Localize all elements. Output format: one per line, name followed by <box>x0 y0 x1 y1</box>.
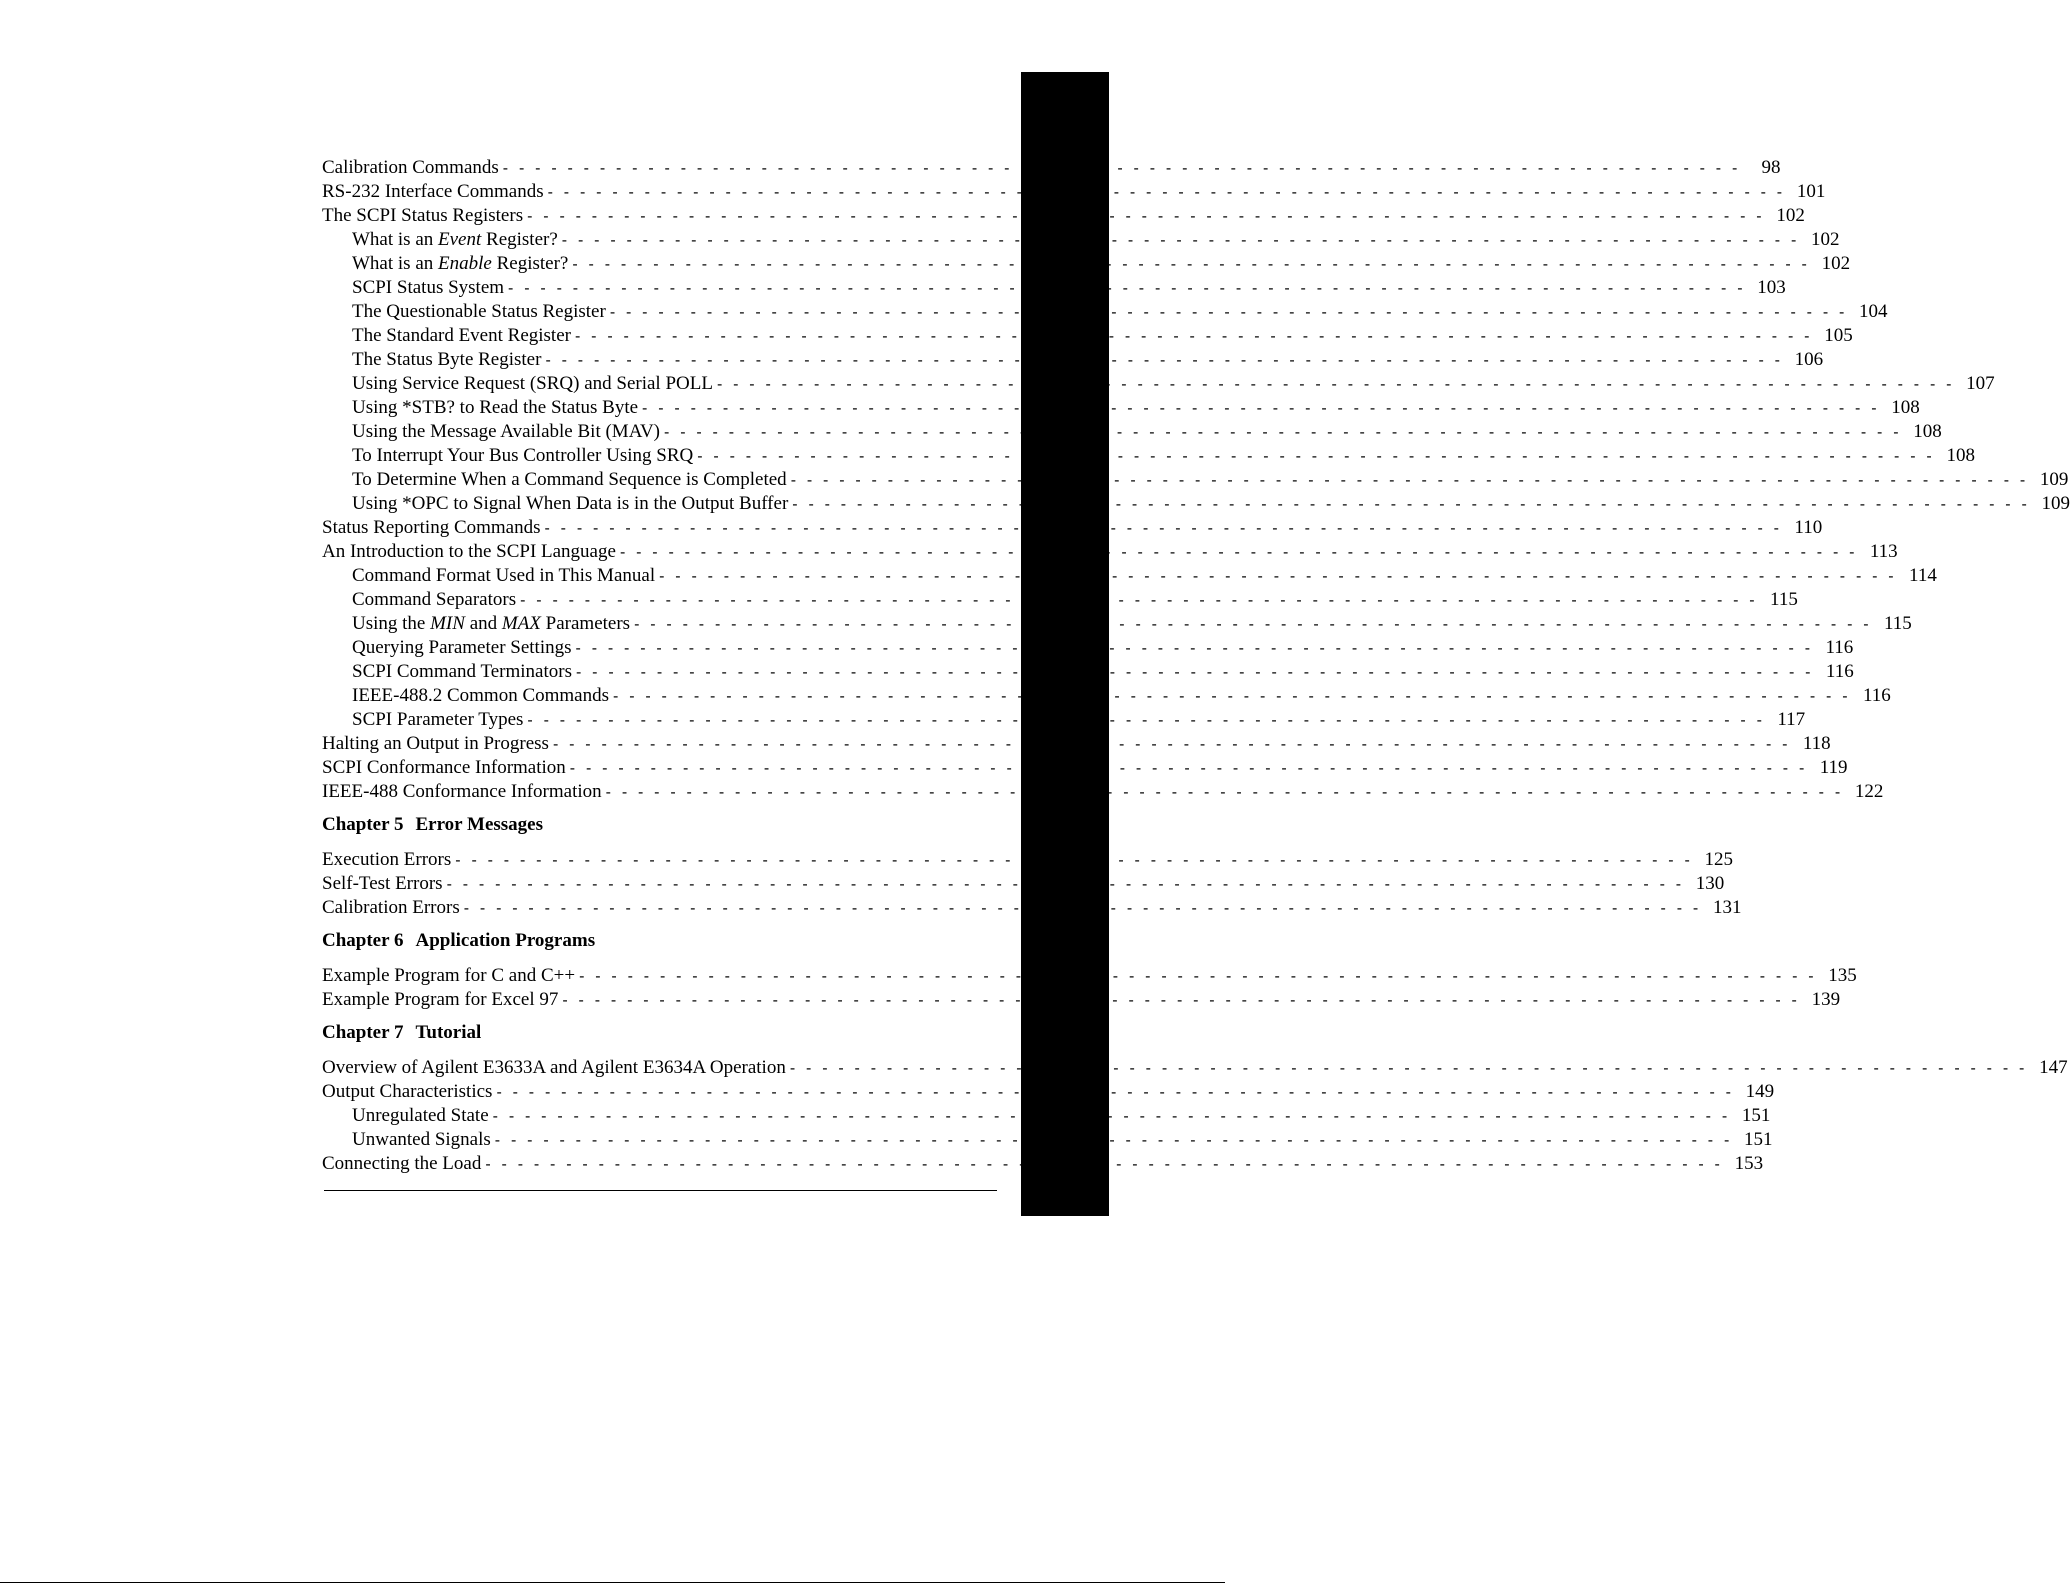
toc-entry[interactable] <box>322 732 1831 756</box>
toc-entry-title-part: Parameters <box>540 613 631 634</box>
toc-entry-title: Command Format Used in This Manual <box>352 565 656 586</box>
toc-page-number: 116 <box>1862 685 1891 706</box>
toc-entry[interactable] <box>322 684 1891 708</box>
toc-page-number: 110 <box>1794 517 1823 538</box>
toc-entry-title: The Standard Event Register <box>352 325 571 346</box>
toc-entry-title: SCPI Command Terminators <box>352 661 572 682</box>
chapter-title: Tutorial <box>415 1022 482 1043</box>
toc-page-number: 131 <box>1712 897 1742 918</box>
table-of-contents <box>322 156 2070 1176</box>
toc-entry-title: SCPI Conformance Information <box>322 757 566 778</box>
toc-page-number: 151 <box>1744 1129 1773 1150</box>
toc-page-number: 153 <box>1734 1153 1764 1174</box>
toc-entry-title: Querying Parameter Settings <box>352 637 572 658</box>
toc-entry-title: Example Program for Excel 97 <box>322 989 559 1010</box>
toc-page-number: 114 <box>1909 565 1937 586</box>
toc-entry-title-part: What is an <box>352 253 439 274</box>
dot-leader: - - - - - - - - - - - - - - - - - - - - - - - - - - - - - - - - - - - - - - - - - - - - - - - - - - - - - - - - - - - - - - - - - - - - - - - - - - - - - <box>463 900 1702 917</box>
toc-page-number: 116 <box>1825 637 1854 658</box>
dot-leader: - - - - - - - - - - - - - - - - - - - - - - - - - - - - - - - - - - - - - - - - - - - - - - - - - - - - - - - - - - - - - - - - - - - - - - - - - - - - - <box>569 760 1808 777</box>
toc-entry[interactable] <box>322 276 1786 300</box>
toc-entry-title: Halting an Output in Progress <box>322 733 549 754</box>
toc-page-number: 109 <box>2041 493 2070 514</box>
toc-entry[interactable] <box>322 964 1857 988</box>
toc-entry-title <box>352 612 630 636</box>
toc-entry-title: Unregulated State <box>352 1105 489 1126</box>
chapter-title: Application Programs <box>415 930 596 951</box>
toc-page-number: 102 <box>1776 205 1805 226</box>
toc-entry-title: An Introduction to the SCPI Language <box>322 541 616 562</box>
toc-entry-title-part: MIN <box>430 613 465 634</box>
toc-entry[interactable] <box>322 156 1781 180</box>
toc-page-number: 117 <box>1777 709 1806 730</box>
toc-entry-title: To Determine When a Command Sequence is Completed <box>352 469 787 490</box>
dot-leader: - - - - - - - - - - - - - - - - - - - - - - - - - - - - - - - - - - - - - - - - - - - - - - - - - - - - - - - - - - - - - - - - - - - - - - - - - - - - - <box>455 852 1693 869</box>
chapter-heading <box>322 808 900 842</box>
chapter-heading <box>322 1016 900 1050</box>
toc-page-number: 130 <box>1695 873 1725 894</box>
toc-entry-title: SCPI Status System <box>352 277 505 298</box>
toc-entry-title: Using *STB? to Read the Status Byte <box>352 397 639 418</box>
toc-page-number: 147 <box>2039 1057 2068 1078</box>
toc-entry-title-part: MAX <box>501 613 541 634</box>
dot-leader: - - - - - - - - - - - - - - - - - - - - - - - - - - - - - - - - - - - - - - - - - - - - - - - - - - - - - - - - - - - - - - - - - - - - - - - - - - - - - <box>508 280 1746 297</box>
toc-page-number: 105 <box>1824 325 1853 346</box>
toc-entry[interactable] <box>322 636 1854 660</box>
dot-leader: - - - - - - - - - - - - - - - - - - - - - - - - - - - - - - - - - - - - - - - - - - - - - - - - - - - - - - - - - - - - - - - - - - - - - - - - - - - - - <box>789 1060 2028 1077</box>
toc-entry-title: SCPI Parameter Types <box>352 709 524 730</box>
dot-leader: - - - - - - - - - - - - - - - - - - - - - - - - - - - - - - - - - - - - - - - - - - - - - - - - - - - - - - - - - - - - - - - - - - - - - - - - - - - - - <box>547 184 1786 201</box>
toc-page-number: 104 <box>1859 301 1888 322</box>
dot-leader: - - - - - - - - - - - - - - - - - - - - - - - - - - - - - - - - - - - - - - - - - - - - - - - - - - - - - - - - - - - - - - - - - - - - - - - - - - - - - <box>552 736 1791 753</box>
toc-entry[interactable] <box>322 756 1848 780</box>
toc-entry-title: IEEE-488 Conformance Information <box>322 781 602 802</box>
dot-leader: - - - - - - - - - - - - - - - - - - - - - - - - - - - - - - - - - - - - - - - - - - - - - - - - - - - - - - - - - - - - - - - - - - - - - - - - - - - - - <box>697 448 1935 465</box>
toc-entry-title: Calibration Commands <box>322 157 499 178</box>
toc-entry[interactable] <box>322 228 1840 252</box>
toc-entry[interactable] <box>322 780 1884 804</box>
toc-entry[interactable] <box>322 180 1826 204</box>
toc-entry[interactable] <box>322 252 1851 276</box>
toc-entry[interactable] <box>322 396 1920 420</box>
section-divider <box>324 1190 997 1191</box>
toc-entry-title: Self-Test Errors <box>322 873 443 894</box>
dot-leader: - - - - - - - - - - - - - - - - - - - - - - - - - - - - - - - - - - - - - - - - - - - - - - - - - - - - - - - - - - - - - - - - - - - - - - - - - - - - - <box>575 640 1814 657</box>
toc-page-number: 106 <box>1794 349 1824 370</box>
dot-leader: - - - - - - - - - - - - - - - - - - - - - - - - - - - - - - - - - - - - - - - - - - - - - - - - - - - - - - - - - - - - - - - - - - - - - - - - - - - - - <box>494 1132 1733 1149</box>
dot-leader: - - - - - - - - - - - - - - - - - - - - - - - - - - - - - - - - - - - - - - - - - - - - - - - - - - - - - - - - - - - - - - - - - - - - - - - - - - - - - <box>562 992 1801 1009</box>
toc-entry-title: Status Reporting Commands <box>322 517 541 538</box>
dot-leader: - - - - - - - - - - - - - - - - - - - - - - - - - - - - - - - - - - - - - - - - - - - - - - - - - - - - - - - - - - - - - - - - - - - - - - - - - - - - - <box>664 424 1902 441</box>
dot-leader: - - - - - - - - - - - - - - - - - - - - - - - - - - - - - - - - - - - - - - - - - - - - - - - - - - - - - - - - - - - - - - - - - - - - - - - - - - - - - <box>544 520 1783 537</box>
toc-entry[interactable] <box>322 612 1912 636</box>
dot-leader: - - - - - - - - - - - - - - - - - - - - - - - - - - - - - - - - - - - - - - - - - - - - - - - - - - - - - - - - - - - - - - - - - - - - - - - - - - - - - <box>572 256 1811 273</box>
dot-leader: - - - - - - - - - - - - - - - - - - - - - - - - - - - - - - - - - - - - - - - - - - - - - - - - - - - - - - - - - - - - - - - - - - - - - - - - - - - - - <box>561 232 1800 249</box>
toc-entry-title: Calibration Errors <box>322 897 460 918</box>
toc-entry-title-part: What is an <box>352 229 439 250</box>
toc-entry[interactable] <box>322 492 2070 516</box>
toc-entry-title <box>352 252 568 276</box>
toc-page-number: 101 <box>1796 181 1826 202</box>
dot-leader: - - - - - - - - - - - - - - - - - - - - - - - - - - - - - - - - - - - - - - - - - - - - - - - - - - - - - - - - - - - - - - - - - - - - - - - - - - - - - <box>492 1108 1731 1125</box>
dot-leader: - - - - - - - - - - - - - - - - - - - - - - - - - - - - - - - - - - - - - - - - - - - - - - - - - - - - - - - - - - - - - - - - - - - - - - - - - - - - - <box>496 1084 1735 1101</box>
toc-page-number: 135 <box>1828 965 1857 986</box>
toc-entry-title-part: Enable <box>438 253 492 274</box>
toc-page-number: 107 <box>1966 373 1995 394</box>
dot-leader: - - - - - - - - - - - - - - - - - - - - - - - - - - - - - - - - - - - - - - - - - - - - - - - - - - - - - - - - - - - - - - - - - - - - - - - - - - - - - <box>575 664 1814 681</box>
toc-entry-title-part: Using the <box>352 613 431 634</box>
toc-page-number: 108 <box>1913 421 1942 442</box>
toc-entry[interactable] <box>322 372 1995 396</box>
toc-entry[interactable] <box>322 1128 1773 1152</box>
toc-entry-title: Output Characteristics <box>322 1081 493 1102</box>
chapter-number: Chapter 5 <box>322 814 404 835</box>
toc-entry[interactable] <box>322 588 1798 612</box>
toc-entry-title: Example Program for C and C++ <box>322 965 576 986</box>
toc-entry-title: IEEE-488.2 Common Commands <box>352 685 610 706</box>
page-bottom-edge <box>0 1582 1225 1583</box>
toc-entry[interactable] <box>322 1104 1771 1128</box>
toc-entry-title-part: Register? <box>491 253 569 274</box>
toc-page-number: 122 <box>1854 781 1884 802</box>
toc-entry[interactable] <box>322 872 1725 896</box>
toc-entry-title: RS-232 Interface Commands <box>322 181 544 202</box>
toc-entry[interactable] <box>322 1152 1764 1176</box>
dot-leader: - - - - - - - - - - - - - - - - - - - - - - - - - - - - - - - - - - - - - - - - - - - - - - - - - - - - - - - - - - - - - - - - - - - - - - - - - - - - - <box>446 876 1685 893</box>
toc-page-number: 102 <box>1821 253 1851 274</box>
toc-entry-title: Execution Errors <box>322 849 452 870</box>
chapter-title: Error Messages <box>415 814 543 835</box>
toc-entry[interactable] <box>322 420 1942 444</box>
chapter-heading <box>322 924 900 958</box>
toc-entry[interactable] <box>322 848 1733 872</box>
toc-page-number: 151 <box>1741 1105 1771 1126</box>
toc-entry[interactable] <box>322 1056 2068 1080</box>
dot-leader: - - - - - - - - - - - - - - - - - - - - - - - - - - - - - - - - - - - - - - - - - - - - - - - - - - - - - - - - - - - - - - - - - - - - - - - - - - - - - <box>716 376 1955 393</box>
chapter-number: Chapter 6 <box>322 930 404 951</box>
toc-page-number: 115 <box>1770 589 1798 610</box>
toc-entry-title: The Status Byte Register <box>352 349 542 370</box>
toc-page-number: 113 <box>1869 541 1898 562</box>
toc-page-number: 103 <box>1757 277 1786 298</box>
toc-page-number: 109 <box>2039 469 2069 490</box>
toc-page-number: 139 <box>1811 989 1841 1010</box>
toc-page-number: 98 <box>1761 157 1781 178</box>
chapter-number: Chapter 7 <box>322 1022 404 1043</box>
dot-leader: - - - - - - - - - - - - - - - - - - - - - - - - - - - - - - - - - - - - - - - - - - - - - - - - - - - - - - - - - - - - - - - - - - - - - - - - - - - - - <box>527 712 1766 729</box>
toc-page-number: 108 <box>1891 397 1920 418</box>
dot-leader: - - - - - - - - - - - - - - - - - - - - - - - - - - - - - - - - - - - - - - - - - - - - - - - - - - - - - - - - - - - - - - - - - - - - - - - - - - - - - <box>792 496 2030 513</box>
toc-entry-title: Using the Message Available Bit (MAV) <box>352 421 661 442</box>
toc-page-number: 125 <box>1704 849 1733 870</box>
toc-entry[interactable] <box>322 988 1841 1012</box>
dot-leader: - - - - - - - - - - - - - - - - - - - - - - - - - - - - - - - - - - - - - - - - - - - - - - - - - - - - - - - - - - - - - - - - - - - - - - - - - - - - - <box>619 544 1858 561</box>
dot-leader: - - - - - - - - - - - - - - - - - - - - - - - - - - - - - - - - - - - - - - - - - - - - - - - - - - - - - - - - - - - - - - - - - - - - - - - - - - - - - <box>642 400 1880 417</box>
toc-entry[interactable] <box>322 540 1898 564</box>
dot-leader: - - - - - - - - - - - - - - - - - - - - - - - - - - - - - - - - - - - - - - - - - - - - - - - - - - - - - - - - - - - - - - - - - - - - - - - - - - - - - <box>520 592 1758 609</box>
toc-page-number: 149 <box>1745 1081 1775 1102</box>
dot-leader: - - - - - - - - - - - - - - - - - - - - - - - - - - - - - - - - - - - - - - - - - - - - - - - - - - - - - - - - - - - - - - - - - - - - - - - - - - - - - <box>502 160 1741 177</box>
toc-entry[interactable] <box>322 324 1853 348</box>
toc-entry-title: The Questionable Status Register <box>352 301 606 322</box>
toc-page-number: 108 <box>1946 445 1975 466</box>
toc-entry-title: Command Separators <box>352 589 517 610</box>
toc-entry[interactable] <box>322 468 2069 492</box>
toc-entry[interactable] <box>322 564 1937 588</box>
toc-entry-title: Using *OPC to Signal When Data is in the Output Buffer <box>352 493 789 514</box>
toc-page-number: 119 <box>1819 757 1848 778</box>
toc-page-number: 115 <box>1884 613 1912 634</box>
toc-page-number: 102 <box>1811 229 1840 250</box>
toc-entry[interactable] <box>322 204 1805 228</box>
toc-entry-title <box>352 228 558 252</box>
dot-leader: - - - - - - - - - - - - - - - - - - - - - - - - - - - - - - - - - - - - - - - - - - - - - - - - - - - - - - - - - - - - - - - - - - - - - - - - - - - - - <box>545 352 1784 369</box>
dot-leader: - - - - - - - - - - - - - - - - - - - - - - - - - - - - - - - - - - - - - - - - - - - - - - - - - - - - - - - - - - - - - - - - - - - - - - - - - - - - - <box>579 968 1817 985</box>
toc-entry-title: Overview of Agilent E3633A and Agilent E3634A Operation <box>322 1057 786 1078</box>
dot-leader: - - - - - - - - - - - - - - - - - - - - - - - - - - - - - - - - - - - - - - - - - - - - - - - - - - - - - - - - - - - - - - - - - - - - - - - - - - - - - <box>634 616 1872 633</box>
toc-entry[interactable] <box>322 708 1806 732</box>
toc-entry-title-part: Register? <box>481 229 558 250</box>
toc-entry[interactable] <box>322 348 1824 372</box>
toc-entry[interactable] <box>322 1080 1775 1104</box>
dot-leader: - - - - - - - - - - - - - - - - - - - - - - - - - - - - - - - - - - - - - - - - - - - - - - - - - - - - - - - - - - - - - - - - - - - - - - - - - - - - - <box>659 568 1897 585</box>
toc-entry-title: To Interrupt Your Bus Controller Using SRQ <box>352 445 694 466</box>
dot-leader: - - - - - - - - - - - - - - - - - - - - - - - - - - - - - - - - - - - - - - - - - - - - - - - - - - - - - - - - - - - - - - - - - - - - - - - - - - - - - <box>613 688 1851 705</box>
toc-entry-title: The SCPI Status Registers <box>322 205 524 226</box>
toc-entry-title: Using Service Request (SRQ) and Serial POLL <box>352 373 713 394</box>
toc-entry-title: Connecting the Load <box>322 1153 482 1174</box>
dot-leader: - - - - - - - - - - - - - - - - - - - - - - - - - - - - - - - - - - - - - - - - - - - - - - - - - - - - - - - - - - - - - - - - - - - - - - - - - - - - - <box>574 328 1813 345</box>
dot-leader: - - - - - - - - - - - - - - - - - - - - - - - - - - - - - - - - - - - - - - - - - - - - - - - - - - - - - - - - - - - - - - - - - - - - - - - - - - - - - <box>605 784 1844 801</box>
toc-entry[interactable] <box>322 660 1854 684</box>
toc-entry[interactable] <box>322 896 1742 920</box>
dot-leader: - - - - - - - - - - - - - - - - - - - - - - - - - - - - - - - - - - - - - - - - - - - - - - - - - - - - - - - - - - - - - - - - - - - - - - - - - - - - - <box>485 1156 1724 1173</box>
toc-page-number: 116 <box>1825 661 1854 682</box>
toc-entry-title: Unwanted Signals <box>352 1129 491 1150</box>
toc-entry-title-part: and <box>464 613 502 634</box>
toc-page-number: 118 <box>1802 733 1831 754</box>
toc-entry[interactable] <box>322 516 1823 540</box>
toc-entry-title-part: Event <box>438 229 482 250</box>
dot-leader: - - - - - - - - - - - - - - - - - - - - - - - - - - - - - - - - - - - - - - - - - - - - - - - - - - - - - - - - - - - - - - - - - - - - - - - - - - - - - <box>527 208 1765 225</box>
toc-entry[interactable] <box>322 444 1975 468</box>
toc-entry[interactable] <box>322 300 1888 324</box>
dot-leader: - - - - - - - - - - - - - - - - - - - - - - - - - - - - - - - - - - - - - - - - - - - - - - - - - - - - - - - - - - - - - - - - - - - - - - - - - - - - - <box>790 472 2029 489</box>
dot-leader: - - - - - - - - - - - - - - - - - - - - - - - - - - - - - - - - - - - - - - - - - - - - - - - - - - - - - - - - - - - - - - - - - - - - - - - - - - - - - <box>609 304 1848 321</box>
